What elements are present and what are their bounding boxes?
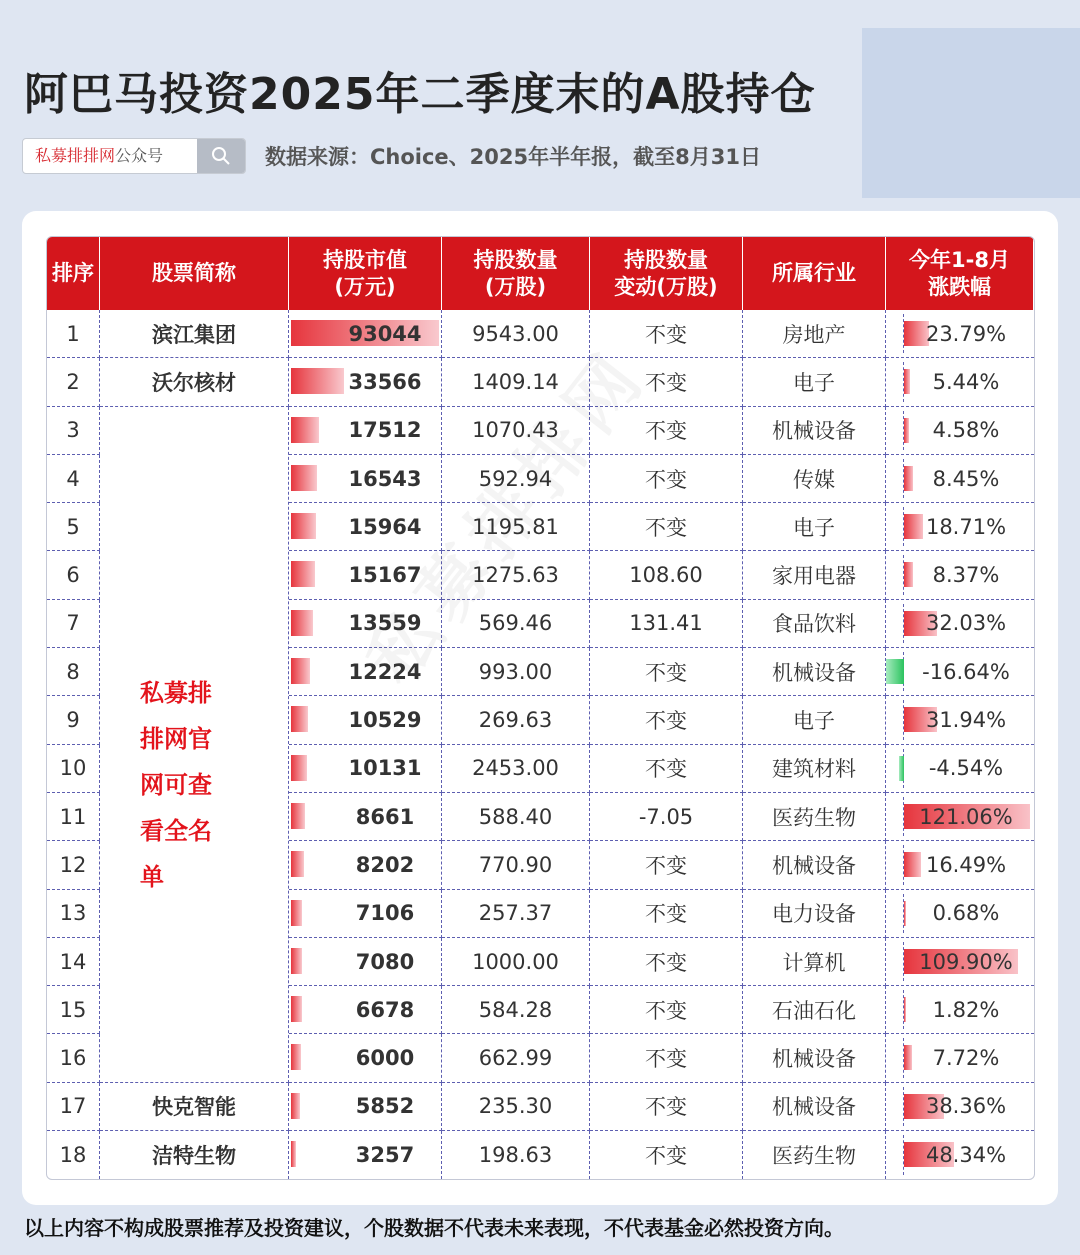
share-change-cell: -7.05 xyxy=(590,793,743,841)
industry-cell: 机械设备 xyxy=(743,407,886,455)
market-value-text: 17512 xyxy=(348,418,422,443)
market-value-text: 6678 xyxy=(355,997,415,1022)
pct-change-text: 8.45% xyxy=(932,466,1000,491)
pct-change-cell xyxy=(886,600,1034,648)
market-value-text: 5852 xyxy=(355,1094,415,1119)
page-title: 阿巴马投资2025年二季度末的A股持仓 xyxy=(24,69,816,120)
industry-cell: 房地产 xyxy=(743,310,886,358)
share-change-cell: 不变 xyxy=(590,696,743,744)
rank-cell: 3 xyxy=(47,407,100,455)
rank-cell: 14 xyxy=(47,938,100,986)
pct-change-text: 5.44% xyxy=(932,369,1000,394)
pct-change-text: 23.79% xyxy=(925,321,1007,346)
pct-change-bar xyxy=(904,369,910,394)
holdings-table xyxy=(46,236,1035,1180)
pct-change-text: 8.37% xyxy=(932,563,1000,588)
market-value-text: 7080 xyxy=(355,949,415,974)
rank-cell: 17 xyxy=(47,1083,100,1131)
pct-change-text: 4.58% xyxy=(932,418,1000,443)
header-rank-label: 排序 xyxy=(52,261,94,286)
shares-cell: 584.28 xyxy=(442,986,590,1034)
background-panel xyxy=(862,28,1080,198)
shares-cell: 2453.00 xyxy=(442,745,590,793)
industry-cell: 机械设备 xyxy=(743,841,886,889)
market-value-cell xyxy=(289,841,442,889)
industry-cell: 电力设备 xyxy=(743,890,886,938)
market-value-bar xyxy=(291,658,310,684)
share-change-cell: 108.60 xyxy=(590,551,743,599)
industry-cell: 医药生物 xyxy=(743,1131,886,1179)
rank-cell: 13 xyxy=(47,890,100,938)
pct-change-cell xyxy=(886,648,1034,696)
pct-change-text: 109.90% xyxy=(919,949,1013,974)
pct-change-cell xyxy=(886,310,1034,358)
rank-cell: 4 xyxy=(47,455,100,503)
market-value-text: 8661 xyxy=(355,804,415,829)
pct-change-text: 18.71% xyxy=(925,514,1007,539)
market-value-cell xyxy=(289,1131,442,1179)
rank-cell: 2 xyxy=(47,358,100,406)
pct-change-text: 121.06% xyxy=(919,804,1013,829)
industry-cell: 电子 xyxy=(743,696,886,744)
shares-cell: 1409.14 xyxy=(442,358,590,406)
pct-change-text: -16.64% xyxy=(922,659,1010,684)
search-brand: 私募排排网 xyxy=(35,146,116,165)
stock-name-cell: 沃尔核材 xyxy=(100,358,289,406)
market-value-text: 8202 xyxy=(355,852,415,877)
pct-change-cell xyxy=(886,841,1034,889)
market-value-cell xyxy=(289,793,442,841)
share-change-cell: 不变 xyxy=(590,986,743,1034)
rank-cell: 1 xyxy=(47,310,100,358)
market-value-bar xyxy=(291,1141,296,1167)
share-change-cell: 不变 xyxy=(590,890,743,938)
industry-cell: 医药生物 xyxy=(743,793,886,841)
pct-change-cell xyxy=(886,696,1034,744)
market-value-cell xyxy=(289,745,442,793)
header-share-change-label: 持股数量 变动(万股) xyxy=(614,248,718,299)
shares-cell: 1195.81 xyxy=(442,503,590,551)
rank-cell: 16 xyxy=(47,1034,100,1082)
shares-cell: 662.99 xyxy=(442,1034,590,1082)
industry-cell: 家用电器 xyxy=(743,551,886,599)
search-suffix: 公众号 xyxy=(115,146,164,165)
shares-cell: 592.94 xyxy=(442,455,590,503)
pct-change-cell xyxy=(886,503,1034,551)
market-value-cell xyxy=(289,696,442,744)
pct-change-cell xyxy=(886,986,1034,1034)
pct-change-cell xyxy=(886,358,1034,406)
pct-change-cell xyxy=(886,1034,1034,1082)
shares-cell: 1000.00 xyxy=(442,938,590,986)
shares-cell: 770.90 xyxy=(442,841,590,889)
pct-change-bar xyxy=(886,659,904,684)
share-change-cell: 不变 xyxy=(590,503,743,551)
market-value-cell xyxy=(289,600,442,648)
full-list-note: 私募排 排网官 网可查 看全名 单 xyxy=(140,679,212,892)
pct-change-cell xyxy=(886,551,1034,599)
market-value-cell xyxy=(289,648,442,696)
market-value-text: 10131 xyxy=(348,756,422,781)
pct-change-text: 48.34% xyxy=(925,1143,1007,1168)
pct-change-cell xyxy=(886,407,1034,455)
search-icon xyxy=(211,146,231,166)
market-value-text: 15167 xyxy=(348,563,422,588)
industry-cell: 建筑材料 xyxy=(743,745,886,793)
market-value-text: 93044 xyxy=(348,321,422,346)
rank-cell: 10 xyxy=(47,745,100,793)
industry-cell: 传媒 xyxy=(743,455,886,503)
market-value-cell xyxy=(289,986,442,1034)
share-change-cell: 131.41 xyxy=(590,600,743,648)
pct-change-bar xyxy=(904,997,906,1022)
pct-change-cell xyxy=(886,745,1034,793)
pct-change-text: 0.68% xyxy=(932,901,1000,926)
market-value-bar xyxy=(291,851,304,877)
shares-cell: 257.37 xyxy=(442,890,590,938)
rank-cell: 11 xyxy=(47,793,100,841)
header-shares xyxy=(442,237,590,310)
industry-cell: 机械设备 xyxy=(743,1034,886,1082)
industry-cell: 石油石化 xyxy=(743,986,886,1034)
header-industry-label: 所属行业 xyxy=(772,261,856,286)
market-value-cell xyxy=(289,310,442,358)
market-value-bar xyxy=(291,803,305,829)
market-value-text: 15964 xyxy=(348,514,422,539)
market-value-text: 3257 xyxy=(355,1143,415,1168)
share-change-cell: 不变 xyxy=(590,310,743,358)
search-text xyxy=(35,139,163,173)
pct-change-cell xyxy=(886,1083,1034,1131)
market-value-bar xyxy=(291,706,308,732)
industry-cell: 机械设备 xyxy=(743,1083,886,1131)
market-value-cell xyxy=(289,358,442,406)
market-value-bar xyxy=(291,948,302,974)
rank-cell: 5 xyxy=(47,503,100,551)
market-value-cell xyxy=(289,890,442,938)
industry-cell: 电子 xyxy=(743,358,886,406)
rank-cell: 18 xyxy=(47,1131,100,1179)
pct-change-text: 31.94% xyxy=(925,708,1007,733)
share-change-cell: 不变 xyxy=(590,407,743,455)
market-value-text: 12224 xyxy=(348,659,422,684)
pct-change-bar xyxy=(904,1045,912,1070)
pct-change-cell xyxy=(886,793,1034,841)
header-pct-change xyxy=(886,237,1034,310)
stock-name-merged-cell xyxy=(100,407,289,1083)
market-value-text: 13559 xyxy=(348,611,422,636)
pct-change-bar xyxy=(904,466,913,491)
market-value-cell xyxy=(289,455,442,503)
pct-change-cell xyxy=(886,938,1034,986)
pct-change-text: 38.36% xyxy=(925,1094,1007,1119)
pct-change-cell xyxy=(886,890,1034,938)
industry-cell: 机械设备 xyxy=(743,648,886,696)
data-source: 数据来源：Choice、2025年半年报，截至8月31日 xyxy=(265,145,761,169)
header-name-label: 股票简称 xyxy=(152,261,236,286)
search-button[interactable] xyxy=(197,139,245,173)
rank-cell: 8 xyxy=(47,648,100,696)
rank-cell: 6 xyxy=(47,551,100,599)
pct-change-bar xyxy=(904,418,909,443)
market-value-bar xyxy=(291,996,302,1022)
rank-cell: 9 xyxy=(47,696,100,744)
header-market-value xyxy=(289,237,442,310)
shares-cell: 9543.00 xyxy=(442,310,590,358)
pct-change-bar xyxy=(904,562,913,587)
market-value-cell xyxy=(289,407,442,455)
market-value-text: 33566 xyxy=(348,369,422,394)
market-value-cell xyxy=(289,938,442,986)
header-pct-change-label: 今年1-8月 涨跌幅 xyxy=(909,248,1010,299)
shares-cell: 198.63 xyxy=(442,1131,590,1179)
market-value-text: 7106 xyxy=(355,901,415,926)
share-change-cell: 不变 xyxy=(590,841,743,889)
search-box[interactable] xyxy=(22,138,246,174)
shares-cell: 1070.43 xyxy=(442,407,590,455)
shares-cell: 235.30 xyxy=(442,1083,590,1131)
shares-cell: 569.46 xyxy=(442,600,590,648)
stock-name-cell: 滨江集团 xyxy=(100,310,289,358)
share-change-cell: 不变 xyxy=(590,745,743,793)
market-value-bar xyxy=(291,1093,300,1119)
industry-cell: 计算机 xyxy=(743,938,886,986)
share-change-cell: 不变 xyxy=(590,358,743,406)
header-name xyxy=(100,237,289,310)
rank-cell: 7 xyxy=(47,600,100,648)
pct-change-text: 32.03% xyxy=(925,611,1007,636)
market-value-bar xyxy=(291,900,302,926)
market-value-cell xyxy=(289,1034,442,1082)
share-change-cell: 不变 xyxy=(590,1083,743,1131)
stock-name-cell: 洁特生物 xyxy=(100,1131,289,1179)
pct-change-text: -4.54% xyxy=(928,756,1004,781)
share-change-cell: 不变 xyxy=(590,648,743,696)
shares-cell: 993.00 xyxy=(442,648,590,696)
shares-cell: 1275.63 xyxy=(442,551,590,599)
industry-cell: 食品饮料 xyxy=(743,600,886,648)
share-change-cell: 不变 xyxy=(590,1034,743,1082)
market-value-text: 16543 xyxy=(348,466,422,491)
header-rank xyxy=(47,237,100,310)
market-value-bar xyxy=(291,1044,301,1070)
rank-cell: 15 xyxy=(47,986,100,1034)
disclaimer: 以上内容不构成股票推荐及投资建议，个股数据不代表未来表现，不代表基金必然投资方向。 xyxy=(24,1216,844,1240)
pct-change-cell xyxy=(886,455,1034,503)
header-shares-label: 持股数量 (万股) xyxy=(473,248,558,299)
shares-cell: 588.40 xyxy=(442,793,590,841)
pct-change-bar xyxy=(904,901,906,926)
stock-name-cell: 快克智能 xyxy=(100,1083,289,1131)
industry-cell: 电子 xyxy=(743,503,886,551)
market-value-cell xyxy=(289,503,442,551)
share-change-cell: 不变 xyxy=(590,455,743,503)
market-value-bar xyxy=(291,755,307,781)
market-value-text: 6000 xyxy=(355,1046,415,1071)
header-industry xyxy=(743,237,886,310)
pct-change-cell xyxy=(886,1131,1034,1179)
pct-change-text: 16.49% xyxy=(925,852,1007,877)
market-value-cell xyxy=(289,1083,442,1131)
share-change-cell: 不变 xyxy=(590,938,743,986)
header-share-change xyxy=(590,237,743,310)
share-change-cell: 不变 xyxy=(590,1131,743,1179)
shares-cell: 269.63 xyxy=(442,696,590,744)
market-value-text: 10529 xyxy=(348,708,422,733)
pct-change-text: 1.82% xyxy=(932,997,1000,1022)
market-value-cell xyxy=(289,551,442,599)
rank-cell: 12 xyxy=(47,841,100,889)
pct-change-bar xyxy=(899,756,904,781)
header-market-value-label: 持股市值 (万元) xyxy=(323,248,407,299)
pct-change-text: 7.72% xyxy=(932,1046,1000,1071)
